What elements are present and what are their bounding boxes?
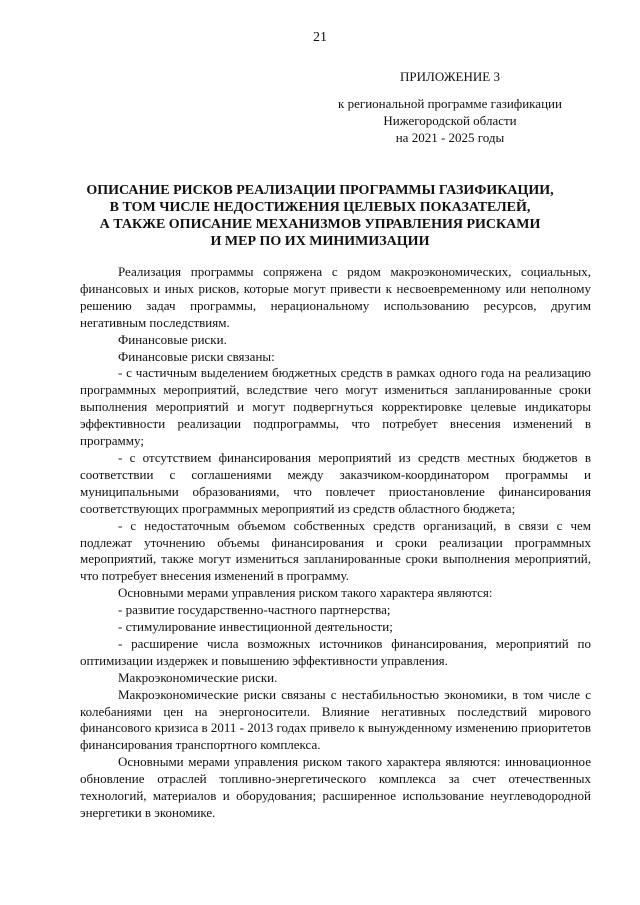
appendix-line: к региональной программе газификации — [338, 96, 562, 111]
appendix-header — [320, 68, 580, 146]
paragraph: Основными мерами управления риском такого характера являются: инновационное обновление отраслей топливно-энергетического комплекса за счет отечественных технологий, материалов и оборудования; расширенное использование неуглеводородной энергетики в экономике. — [80, 754, 591, 820]
paragraph: - с отсутствием финансирования мероприятий из средств местных бюджетов в соответствии с соглашениями между заказчиком-координатором программы и муниципальными образованиями, что повлечет приостановление финансирования соответствующих программных мероприятий из средств областного бюджета; — [80, 449, 591, 516]
body-text — [80, 264, 591, 822]
appendix-line: Нижегородской области — [383, 113, 517, 128]
document-title — [60, 182, 580, 250]
appendix-line: на 2021 - 2025 годы — [395, 130, 505, 145]
paragraph: Макроэкономические риски. — [118, 669, 278, 685]
paragraph: Макроэкономические риски связаны с нестабильностью экономики, в том числе с колебаниями цен на энергоносители. Влияние негативных последствий мирового финансового кризиса в 2011 - 2013 годах привело к вынужденному изменению приоритетов финансирования транспортного комплекса. — [80, 686, 591, 753]
paragraph: - стимулирование инвестиционной деятельности; — [118, 619, 393, 635]
paragraph: - с частичным выделением бюджетных средств в рамках одного года на реализацию программных мероприятий, вследствие чего могут измениться запланированные сроки выполнения мероприятий и могут подвергнуться корректировке целевые индикаторы эффективности реализации подпрограммы, что потребует внесения изменений в программу; — [80, 365, 591, 449]
paragraph: - с недостаточным объемом собственных средств организаций, в связи с чем подлежат уточнению объемы финансирования и сроки реализации программных мероприятий, также могут измениться запланированные сроки выполнения мероприятий, что потребует внесения изменений в программу. — [80, 517, 591, 584]
paragraph: Финансовые риски связаны: — [118, 348, 275, 364]
title-line: И МЕР ПО ИХ МИНИМИЗАЦИИ — [210, 234, 430, 249]
title-line: ОПИСАНИЕ РИСКОВ РЕАЛИЗАЦИИ ПРОГРАММЫ ГАЗИФИКАЦИИ, — [86, 183, 554, 198]
paragraph: - развитие государственно-частного партнерства; — [118, 602, 391, 618]
paragraph: Реализация программы сопряжена с рядом макроэкономических, социальных, финансовых и иных рисков, которые могут привести к несвоевременному или неполному решению задач программы, нерациональному использованию ресурсов, другим негативным последствиям. — [80, 264, 591, 330]
paragraph: Финансовые риски. — [118, 331, 227, 347]
page-number: 21 — [313, 30, 327, 45]
paragraph: Основными мерами управления риском такого характера являются: — [118, 585, 493, 601]
title-line: А ТАКЖЕ ОПИСАНИЕ МЕХАНИЗМОВ УПРАВЛЕНИЯ РИСКАМИ — [99, 217, 541, 232]
title-line: В ТОМ ЧИСЛЕ НЕДОСТИЖЕНИЯ ЦЕЛЕВЫХ ПОКАЗАТЕЛЕЙ, — [109, 200, 531, 215]
appendix-label: ПРИЛОЖЕНИЕ 3 — [400, 69, 500, 84]
paragraph: - расширение числа возможных источников финансирования, мероприятий по оптимизации издержек и повышению эффективности управления. — [80, 635, 591, 668]
